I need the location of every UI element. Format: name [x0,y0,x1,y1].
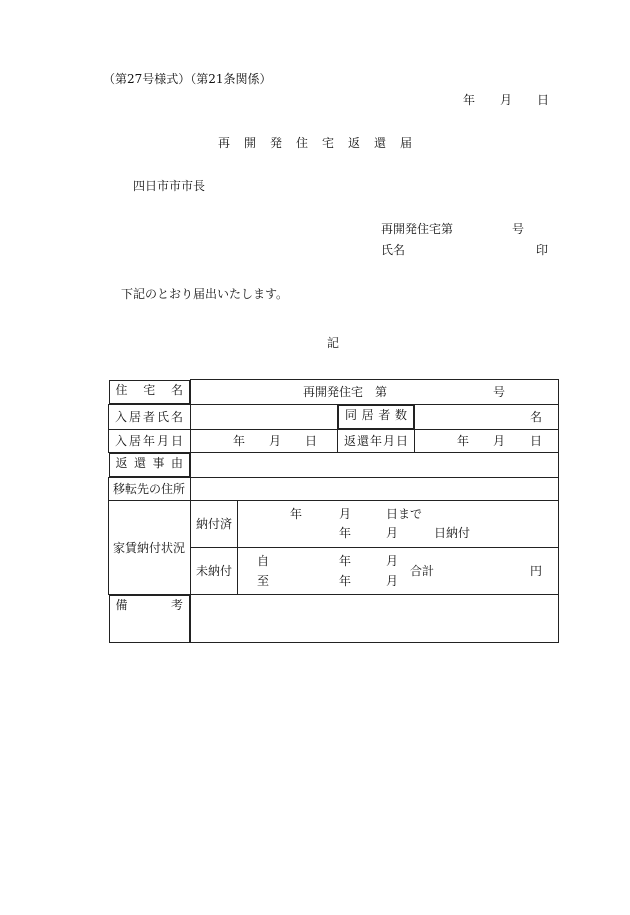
row-remarks [109,594,559,643]
title-char: 再 [217,136,230,150]
paid-line1-month: 月 [339,506,352,521]
rent-unpaid-field[interactable] [238,547,559,594]
row-new-address [109,477,559,500]
rent-paid-label: 納付済 [191,500,238,547]
house-number-suffix: 号 [512,222,525,236]
move-in-date-field[interactable] [191,429,338,452]
title-char: 開 [243,136,256,150]
unpaid-from-year: 年 [339,553,352,568]
return-reason-field[interactable] [191,452,559,477]
paid-line2-paid: 日納付 [434,525,471,540]
ki-heading: 記 [326,336,339,350]
date-year: 年 [463,93,476,107]
title-char: 宅 [322,136,335,150]
move-in-day: 日 [305,433,318,448]
title-char: 還 [374,136,387,150]
row-reason [109,452,559,477]
move-in-year: 年 [233,433,246,448]
row-resident [109,404,559,429]
unpaid-to: 至 [257,573,270,588]
rent-unpaid-label: 未納付 [191,547,238,594]
unpaid-total-unit: 円 [530,563,543,578]
remarks-label: 備 考 [109,595,191,643]
house-number-prefix: 再開発住宅第 [381,222,454,236]
unpaid-total-label: 合計 [410,563,435,578]
unpaid-to-month: 月 [386,573,399,588]
title-char: 住 [295,136,308,150]
row-dates [109,429,559,452]
new-address-field[interactable] [191,477,559,500]
return-month: 月 [493,433,506,448]
document-title [0,136,630,150]
house-name-prefix: 再開発住宅 第 [303,384,388,399]
date-month: 月 [500,93,513,107]
house-name-label: 住 宅 名 [109,380,191,404]
house-name-field[interactable] [191,380,559,405]
paid-line1-until: 日まで [386,506,423,521]
intro-text: 下記のとおり届出いたします。 [121,287,289,301]
return-day: 日 [530,433,543,448]
title-char: 届 [400,136,413,150]
return-date-label: 返還年月日 [338,429,415,452]
date-day: 日 [537,93,550,107]
move-in-date-label: 入居年月日 [109,429,191,452]
cohabitants-field[interactable] [415,404,559,429]
resident-name-field[interactable] [191,404,338,429]
house-name-suffix: 号 [493,384,506,399]
paid-line2-month: 月 [386,525,399,540]
return-reason-label: 返 還 事 由 [109,453,191,477]
resident-name-label: 入居者氏名 [109,404,191,429]
cohabitants-unit: 名 [530,409,543,424]
unpaid-to-year: 年 [339,573,352,588]
new-address-label: 移転先の住所 [109,477,191,500]
rent-status-label: 家賃納付状況 [109,500,191,594]
seal-mark: 印 [536,243,549,257]
form-number: （第27号様式）（第21条関係） [103,72,272,86]
move-in-month: 月 [269,433,282,448]
return-date-field[interactable] [415,429,559,452]
unpaid-from-month: 月 [386,553,399,568]
rent-paid-field[interactable] [238,500,559,547]
cohabitants-label: 同 居 者 数 [338,405,414,429]
return-form-table [108,379,559,643]
title-char: 返 [348,136,361,150]
row-rent-paid [109,500,559,547]
paid-line1-year: 年 [290,506,303,521]
row-house-name [109,380,559,405]
remarks-field[interactable] [191,594,559,643]
title-char: 発 [269,136,282,150]
applicant-name-label: 氏名 [381,243,406,257]
addressee: 四日市市市長 [133,179,206,193]
unpaid-from: 自 [257,553,270,568]
paid-line2-year: 年 [339,525,352,540]
return-year: 年 [457,433,470,448]
